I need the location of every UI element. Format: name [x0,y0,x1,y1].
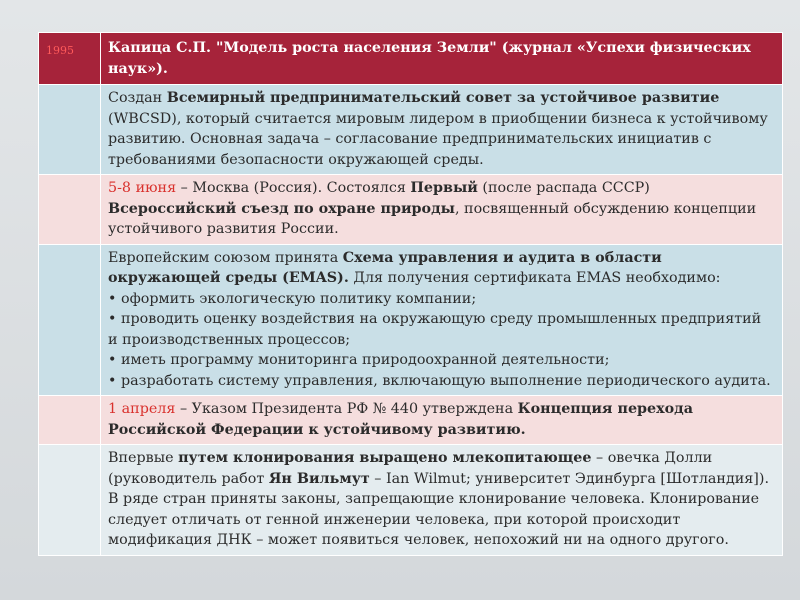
event-cell [101,244,783,396]
bullet-item: • оформить экологическую политику компании; [108,290,477,307]
event-cell [101,396,783,445]
table-row [39,244,783,396]
event-highlight: Всемирный предпринимательский совет за устойчивое развитие [166,90,720,106]
year-cell-empty [39,175,101,245]
event-text: Для получения сертификата EMAS необходимо: [348,270,721,286]
event-date: 5-8 июня [108,180,177,196]
event-highlight: Схема управления и аудита в области окружающей среды (EMAS). [108,249,662,286]
event-text: , посвященный обсуждению концепции устойчивого развития России. [108,200,757,237]
event-text: (WBCSD), который считается мировым лидером в приобщении бизнеса к устойчивому развитию. Основная задача – согласование предпринимательских инициатив с требованиями безопасности окружающей среды. [108,110,768,168]
bullet-item: • разработать систему управления, включающую выполнение периодического аудита. [108,372,771,389]
event-highlight: Всероссийский съезд по охране природы [108,200,455,217]
event-text: Впервые [108,450,179,466]
event-text: Создан [108,90,167,106]
bullet-item: • проводить оценку воздействия на окружающую среду промышленных предприятий и производственных процессов; [108,311,762,348]
chronology-table [38,32,783,556]
year-cell-empty [39,445,101,556]
event-highlight: путем клонирования выращено млекопитающее [178,450,592,466]
year-cell: 1995 [39,33,101,85]
table-row [39,85,783,175]
event-text: – Ian Wilmut; университет Эдинбурга [Шотландия]). В ряде стран приняты законы, запрещающие клонирование человека. Клонирование следует отличать от генной инженерии человека, при которой происходит модификация ДНК – может появиться человек, непохожий ни на одного другого. [108,470,770,548]
event-text: Европейским союзом принята [108,249,343,266]
event-cell [101,445,783,556]
header-event-cell: Капица С.П. "Модель роста населения Земли" (журнал «Успехи физических наук»). [101,33,783,85]
event-text: – Москва (Россия). Состоялся [176,180,411,196]
event-highlight: Первый [410,180,478,196]
event-highlight: Ян Вильмут [268,470,370,487]
event-highlight: Концепция перехода Российской Федерации к устойчивому развитию. [108,401,693,438]
table-row [39,445,783,556]
event-text: (после распада СССР) [477,180,650,196]
year-cell-empty [39,244,101,396]
bullet-item: • иметь программу мониторинга природоохранной деятельности; [108,352,610,368]
event-text: – Указом Президента РФ № 440 утверждена [175,401,518,417]
year-cell-empty [39,85,101,175]
event-cell [101,175,783,245]
year-cell-empty [39,396,101,445]
event-date: 1 апреля [108,401,176,417]
event-text: – овечка Долли (руководитель работ [108,450,713,487]
event-cell [101,85,783,175]
table-row [39,396,783,445]
table-row [39,175,783,245]
table-row [39,33,783,85]
